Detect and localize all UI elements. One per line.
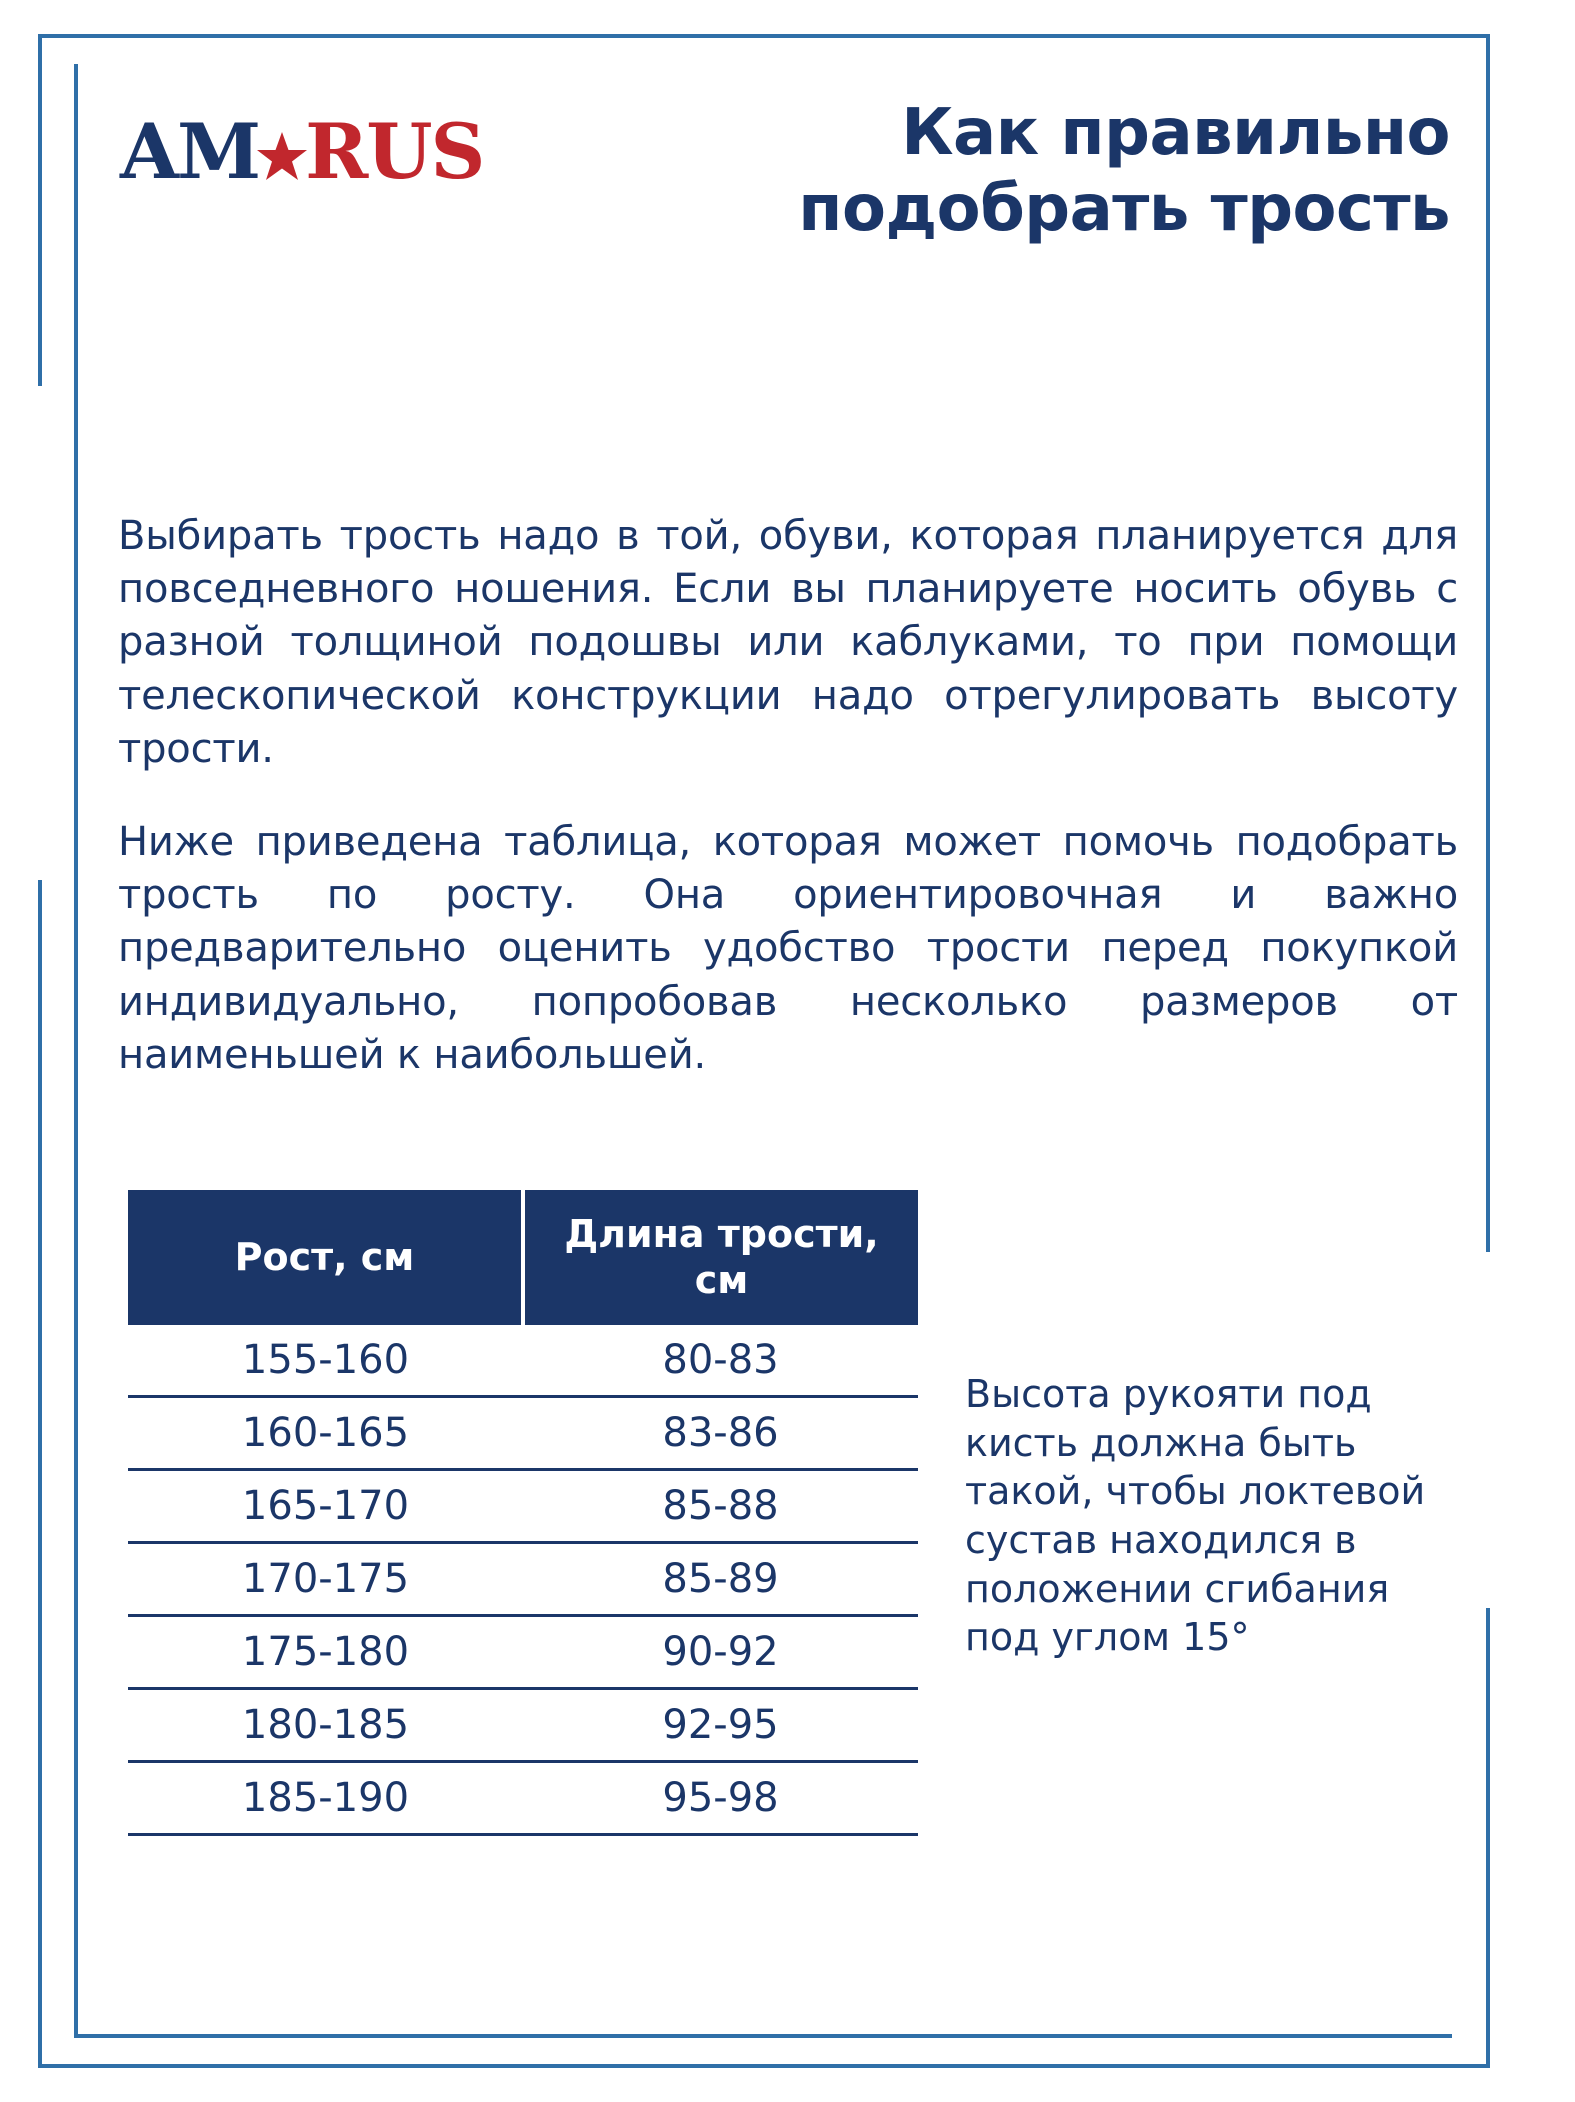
table-row	[128, 1325, 918, 1397]
handle-height-note: Высота рукояти под кисть должна быть такой, чтобы локтевой сустав находился в положении сгибания под углом 15°	[965, 1372, 1426, 1660]
cell-length: 85-88	[523, 1470, 918, 1543]
cell-length: 83-86	[523, 1397, 918, 1470]
star-icon	[255, 130, 309, 184]
cell-length: 95-98	[523, 1762, 918, 1835]
table-head	[128, 1190, 918, 1325]
cell-length: 80-83	[523, 1325, 918, 1397]
cell-length: 92-95	[523, 1689, 918, 1762]
cell-height: 170-175	[128, 1543, 523, 1616]
cell-length: 90-92	[523, 1616, 918, 1689]
logo-text-rus: RUS	[305, 107, 484, 196]
table-header-row	[128, 1190, 918, 1325]
page-title: Как правильно подобрать трость	[798, 96, 1450, 246]
cell-length: 85-89	[523, 1543, 918, 1616]
column-header-cane-length: Длина трости, см	[523, 1190, 918, 1325]
paragraph-table-advice: Ниже приведена таблица, которая может помочь подобрать трость по росту. Она ориентировочная и важно предварительно оценить удобство трости перед покупкой индивидуально, попробовав несколько размеров от наименьшей к наибольшей.	[118, 818, 1458, 1078]
paragraph-shoes-advice: Выбирать трость надо в той, обуви, которая планируется для повседневного ношения. Если вы планируете носить обувь с разной толщиной подошвы или каблуками, то при помощи телескопической конструкции надо отрегулировать высоту трости.	[118, 513, 1458, 772]
table-row	[128, 1397, 918, 1470]
size-table-container	[128, 1190, 918, 1836]
table-row	[128, 1470, 918, 1543]
table-body	[128, 1325, 918, 1835]
cell-height: 175-180	[128, 1616, 523, 1689]
table-row	[128, 1543, 918, 1616]
table-row	[128, 1689, 918, 1762]
cell-height: 165-170	[128, 1470, 523, 1543]
cane-size-table	[128, 1190, 918, 1836]
table-row	[128, 1762, 918, 1835]
cell-height: 155-160	[128, 1325, 523, 1397]
cell-height: 185-190	[128, 1762, 523, 1835]
table-row	[128, 1616, 918, 1689]
amrus-logo	[120, 107, 484, 196]
column-header-height: Рост, см	[128, 1190, 523, 1325]
poster-header	[120, 96, 1450, 356]
cell-height: 160-165	[128, 1397, 523, 1470]
intro-text-block	[118, 470, 1458, 1108]
cell-height: 180-185	[128, 1689, 523, 1762]
logo-text-am: AM	[120, 107, 260, 196]
